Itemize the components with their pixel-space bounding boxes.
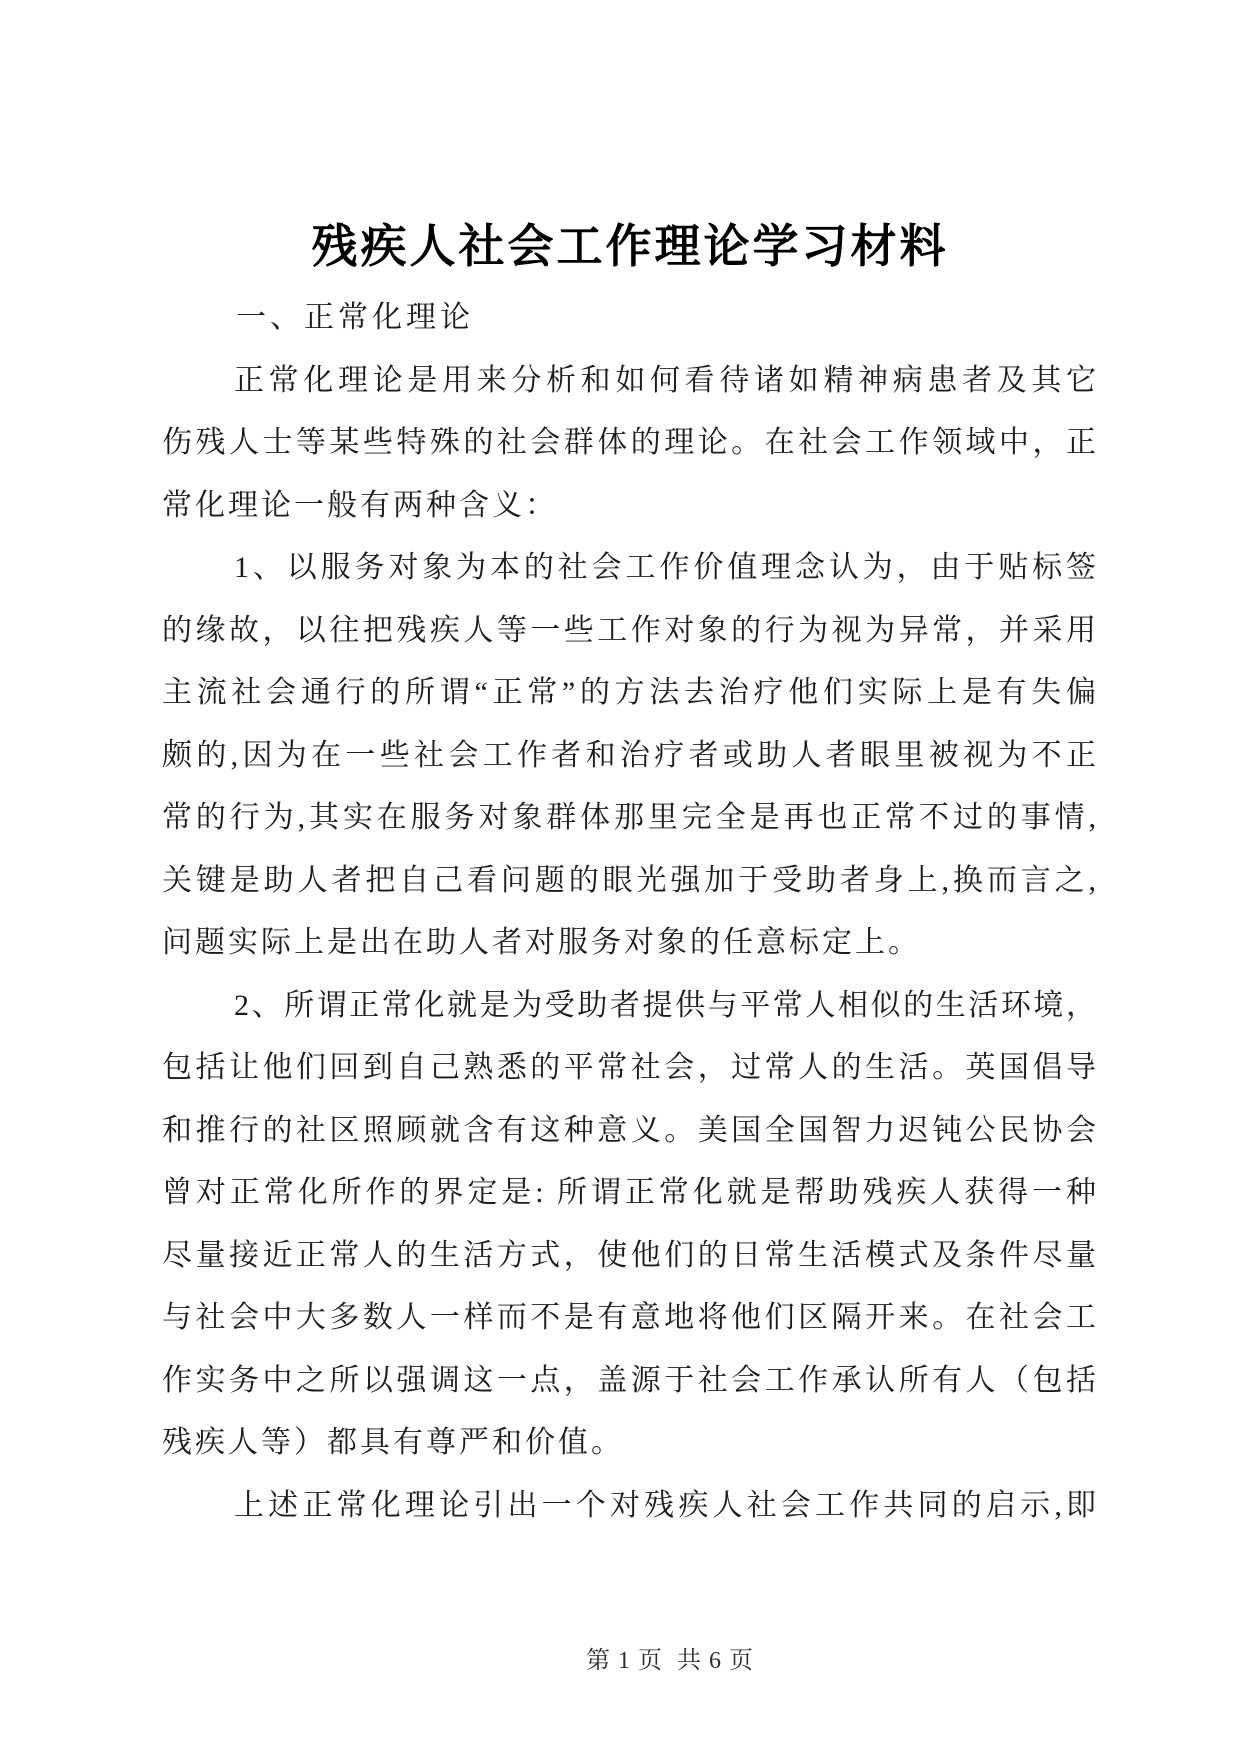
body-line: 2、所谓正常化就是为受助者提供与平常人相似的生活环境， — [234, 988, 1098, 1022]
document-title: 残疾人社会工作理论学习材料 — [311, 221, 949, 272]
body-line: 作实务中之所以强调这一点，盖源于社会工作承认所有人（包括 — [162, 1363, 1098, 1397]
body-line: 残疾人等）都具有尊严和价值。 — [162, 1426, 624, 1459]
section-heading: 一、正常化理论 — [236, 301, 474, 334]
body-line: 和推行的社区照顾就含有这种意义。美国全国智力迟钝公民协会 — [162, 1113, 1098, 1147]
body-line: 曾对正常化所作的界定是: 所谓正常化就是帮助残疾人获得一种 — [162, 1176, 1098, 1209]
body-line: 的缘故，以往把残疾人等一些工作对象的行为视为异常，并采用 — [162, 613, 1098, 647]
body-line: 包括让他们回到自己熟悉的平常社会，过常人的生活。英国倡导 — [162, 1051, 1098, 1084]
body-line: 常的行为,其实在服务对象群体那里完全是再也正常不过的事情, — [162, 801, 1098, 834]
body-line: 尽量接近正常人的生活方式，使他们的日常生活模式及条件尽量 — [162, 1238, 1098, 1272]
body-line: 主流社会通行的所谓“正常”的方法去治疗他们实际上是有失偏 — [162, 676, 1098, 709]
page-number-text: 第 1 页 共 6 页 — [586, 1648, 754, 1674]
page-footer — [162, 1619, 1098, 1703]
body-line: 伤残人士等某些特殊的社会群体的理论。在社会工作领域中，正 — [162, 426, 1098, 459]
body-line: 1、以服务对象为本的社会工作价值理念认为，由于贴标签 — [234, 551, 1098, 584]
document-body — [162, 287, 1098, 1537]
body-line: 颇的,因为在一些社会工作者和治疗者或助人者眼里被视为不正 — [162, 738, 1098, 772]
body-line: 正常化理论是用来分析和如何看待诸如精神病患者及其它 — [234, 363, 1098, 397]
body-line: 与社会中大多数人一样而不是有意地将他们区隔开来。在社会工 — [162, 1301, 1098, 1334]
body-line: 关键是助人者把自己看问题的眼光强加于受助者身上,换而言之, — [162, 863, 1098, 897]
body-line: 上述正常化理论引出一个对残疾人社会工作共同的启示,即 — [234, 1488, 1098, 1522]
body-line: 问题实际上是出在助人者对服务对象的任意标定上。 — [162, 926, 921, 959]
body-line: 常化理论一般有两种含义： — [162, 488, 558, 522]
